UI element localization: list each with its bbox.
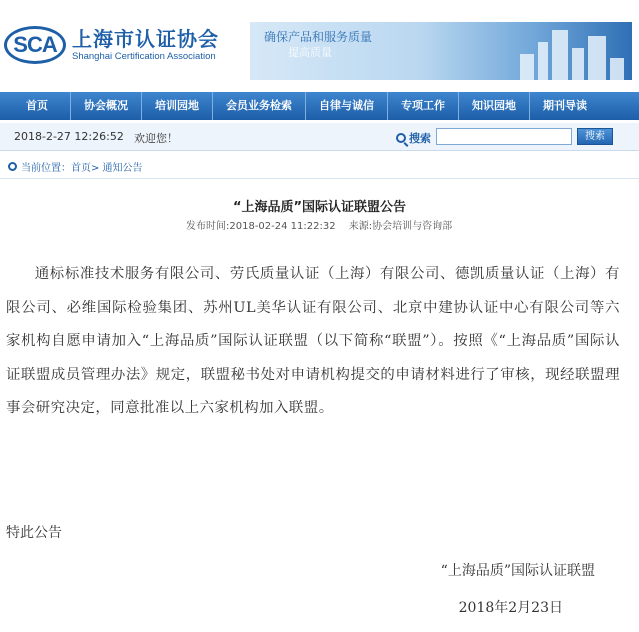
current-datetime: 2018-2-27 12:26:52 [14,130,124,143]
article-meta [186,217,462,232]
site-header [0,0,639,86]
nav-item-special-work[interactable]: 专项工作 [388,92,459,120]
article-body: 通标标准技术服务有限公司、劳氏质量认证（上海）有限公司、德凯质量认证（上海）有限公司、必维国际检验集团、苏州UL美华认证有限公司、北京中建协认证中心有限公司等六家机构自愿申请加入“上海品质”国际认证联盟（以下简称“联盟”）。按照《“上海品质”国际认证联盟成员管理办法》规定，联盟秘书处对申请机构提交的申请材料进行了审核，现经联盟理事会研究决定，同意批准以上六家机构加入联盟。 [6,266,620,417]
logo-abbr: SCA [13,32,57,57]
skyline-building-icon [538,42,548,80]
site-logo[interactable] [4,26,219,64]
skyline-building-icon [520,54,534,80]
banner-subslogan: 提高质量 [288,46,332,59]
breadcrumb [0,155,639,179]
welcome-text: 欢迎您！ [134,132,178,145]
logo-english-name: Shanghai Certification Association [72,51,216,62]
search-input[interactable] [436,128,572,145]
article-title: “上海品质”国际认证联盟公告 [232,200,407,215]
article-signature: “上海品质”国际认证联盟 [440,563,595,579]
nav-item-integrity[interactable]: 自律与诚信 [306,92,388,120]
search-label [396,130,431,146]
nav-item-journal[interactable]: 期刊导读 [543,99,587,112]
search-icon [396,133,406,143]
logo-chinese-name: 上海市认证协会 [72,27,219,51]
banner-slogan: 确保产品和服务质量 [264,30,373,44]
header-banner [250,22,632,80]
skyline-building-icon [588,36,606,80]
search-label-text: 搜索 [409,132,431,145]
nav-item-member-search[interactable]: 会员业务检索 [213,92,306,120]
search-button[interactable]: 搜索 [577,128,613,145]
article-date: 2018年2月23日 [458,600,563,616]
skyline-building-icon [572,48,584,80]
article-closing: 特此公告 [6,525,62,541]
article-source: 来源:协会培训与咨询部 [348,221,453,232]
skyline-building-icon [552,30,568,80]
info-bar [0,123,639,151]
nav-item-about[interactable]: 协会概况 [71,92,142,120]
location-icon [8,162,17,171]
skyline-building-icon [610,58,624,80]
nav-item-knowledge[interactable]: 知识园地 [459,92,530,120]
nav-item-training[interactable]: 培训园地 [142,92,213,120]
nav-item-home[interactable]: 首页 [0,92,71,120]
main-nav [0,92,639,120]
publish-time: 发布时间:2018-02-24 11:22:32 [186,221,336,232]
logo-emblem [4,26,66,64]
breadcrumb-text[interactable]: 当前位置：首页> 通知公告 [21,163,143,174]
